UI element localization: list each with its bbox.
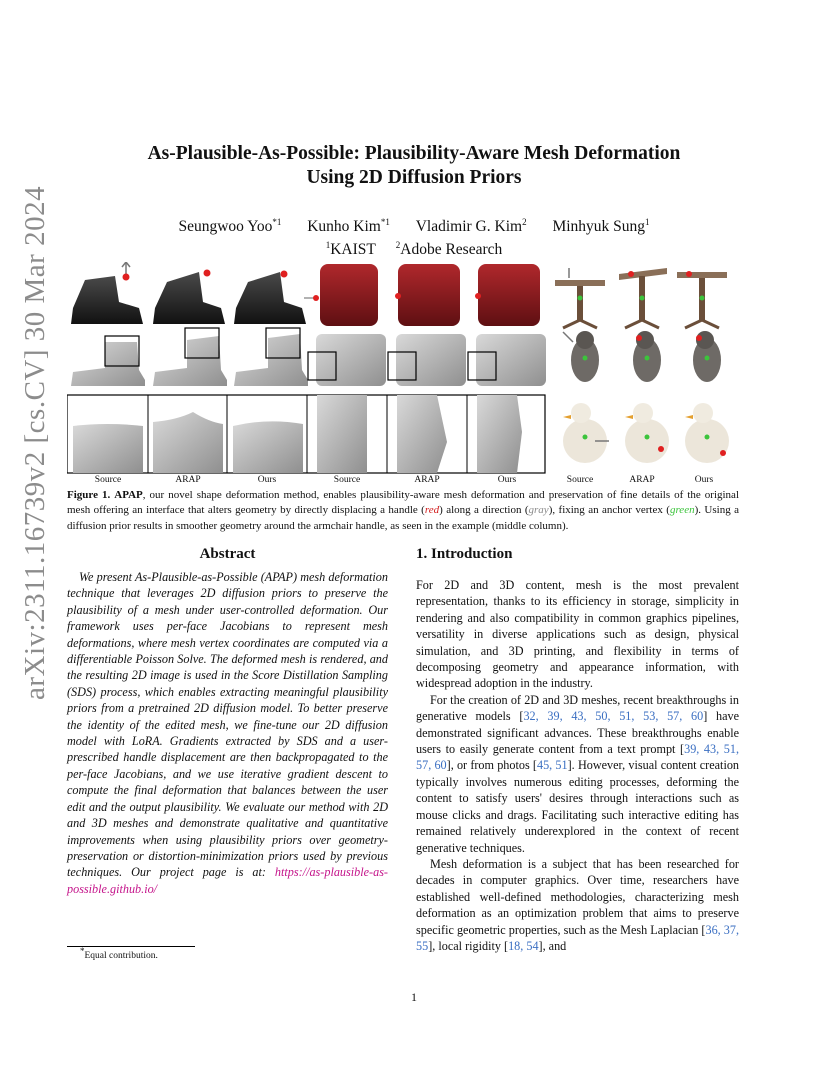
boot-ours	[234, 271, 306, 325]
duck-ours	[685, 403, 729, 463]
raccoon-arap	[633, 331, 661, 382]
duck-source	[563, 403, 609, 463]
figure-label: Source	[566, 475, 594, 485]
abstract-text: We present As-Plausible-as-Possible (APAP) mesh deformation technique that leverages 2D diffusion priors to preserve the plausibility of a mesh under user-controlled deformation. Our framework uses per-face Jacobians to represent mesh deformations, where mesh vertex coordinates are computed via a differentiable Poisson Solve. The deformed mesh is rendered, and the resulting 2D image is used in the Score Distillation Sampling (SDS) process, which enables extracting meaningful plausibility priors from a pretrained 2D diffusion model. To better preserve the identity of the edited mesh, we fine-tune our 2D diffusion model with LoRA. Gradients extracted by SDS and a user-prescribed handle displacement are then backpropagated to the per-face Jacobians, and we use iterative gradient descent to compute the final deformation that balances between the user edit and the output plausibility. We evaluate our method with 2D and 3D meshes and demonstrate qualitative and quantitative improvements when using plausibility priors over geometry-preservation or distortion-minimization priors used by previous techniques. Our project page is at: https://as-plausible-as-possible.github.io/	[67, 570, 388, 896]
table-ours	[677, 271, 727, 328]
footnote-rule	[67, 946, 195, 947]
citation-link[interactable]: 32, 39, 43, 50, 51, 53, 57, 60	[523, 709, 704, 724]
footnote: *Equal contribution.	[80, 946, 158, 962]
table-source	[555, 268, 605, 328]
page-number: 1	[411, 990, 417, 1004]
affiliation: $^1$KAIST	[325, 239, 376, 258]
chair-ours	[475, 264, 540, 326]
project-page-link[interactable]: https://as-plausible-as-possible.github.io/	[67, 865, 388, 896]
affiliation: $^2$Adobe Research	[395, 239, 503, 258]
figure-label: Ours	[497, 475, 517, 485]
paper-title	[90, 142, 738, 190]
figure-label: ARAP	[414, 475, 440, 485]
introduction-heading: 1. Introduction	[416, 546, 513, 562]
teaser-figure	[67, 262, 737, 487]
raccoon-source	[563, 331, 599, 382]
introduction-section	[416, 546, 739, 954]
title-line-2: Using 2D Diffusion Priors	[306, 167, 522, 188]
arxiv-identifier: arXiv:2311.16739v2 [cs.CV] 30 Mar 2024	[19, 185, 51, 700]
author: Seungwoo Yoo$^{*1}$	[178, 216, 282, 235]
title-line-1: As-Plausible-As-Possible: Plausibility-Aware Mesh Deformation	[147, 143, 681, 164]
author: Vladimir G. Kim$^2$	[415, 216, 527, 235]
boot-mesh-arap	[153, 328, 227, 386]
chair-mesh-ours	[468, 334, 546, 386]
citation-link[interactable]: 39, 43, 51, 57, 60	[416, 742, 739, 773]
figure-label: ARAP	[629, 475, 655, 485]
citation-link[interactable]: 18, 54	[508, 938, 539, 953]
boot-mesh-ours	[234, 328, 308, 386]
figure-label: Source	[333, 475, 361, 485]
intro-paragraph: For the creation of 2D and 3D meshes, recent breakthroughs in generative models [32, 39, 43, 50, 51, 53, 57, 60] have demonstrated significant advances. These breakthroughs enable users to easily generate content from a text prompt [39, 43, 51, 57, 60], or from photos [45, 51]. However, visual content creation typically involves numerous editing processes, deforming the content to satisfy users' desires through interactions such as mouse clicks and drags. Facilitating such interactive editing has remained relatively underexplored in the context of recent generative techniques.	[416, 692, 740, 855]
intro-paragraph: For 2D and 3D content, mesh is the most prevalent representation, thanks to its efficiency in storage, simplicity in rendering and also compatibility in common graphics pipelines, versatility in diverse applications such as design, physical simulation, and 3D printing, and flexibility in terms of decomposing geometry and appearance information, with widespread adoption in the industry.	[416, 578, 739, 691]
chair-source	[304, 264, 378, 326]
raccoon-ours	[693, 331, 721, 382]
abstract-section	[67, 546, 388, 897]
chair-mesh-arap	[388, 334, 466, 386]
author: Kunho Kim$^{*1}$	[307, 216, 390, 235]
figure-label: Ours	[694, 475, 714, 485]
figure-label: ARAP	[175, 475, 201, 485]
chair-arap	[395, 264, 460, 326]
citation-link[interactable]: 36, 37, 55	[416, 922, 739, 953]
boot-source	[71, 262, 143, 324]
author-list	[90, 218, 738, 236]
figure-label: Ours	[257, 475, 277, 485]
chair-mesh-source	[308, 334, 386, 386]
boot-arap	[153, 270, 225, 325]
boot-mesh-source	[71, 336, 145, 386]
figure-label: Source	[94, 475, 122, 485]
author: Minhyuk Sung$^1$	[552, 216, 650, 235]
abstract-heading: Abstract	[199, 546, 256, 562]
figure-illustration	[67, 262, 737, 474]
affiliation-list	[90, 241, 738, 259]
duck-arap	[625, 403, 669, 463]
table-arap	[619, 268, 667, 328]
figure-caption: Figure 1. APAP, our novel shape deformation method, enables plausibility-aware mesh deformation and preservation of fine details of the original mesh offering an interface that alters geometry by directly displacing a handle (red) along a direction (gray), fixing an anchor vertex (green). Using a diffusion prior results in smoother geometry around the armchair handle, as seen in the example (middle column).	[67, 489, 739, 532]
citation-link[interactable]: 45, 51	[536, 758, 568, 773]
intro-paragraph: Mesh deformation is a subject that has been researched for decades in computer graphics. Over time, researchers have established well-defined methodologies, characterizing mesh deformation as an optimization problem that aims to preserve specific geometric properties, such as the Mesh Laplacian [36, 37, 55], local rigidity [18, 54], and	[416, 856, 739, 953]
